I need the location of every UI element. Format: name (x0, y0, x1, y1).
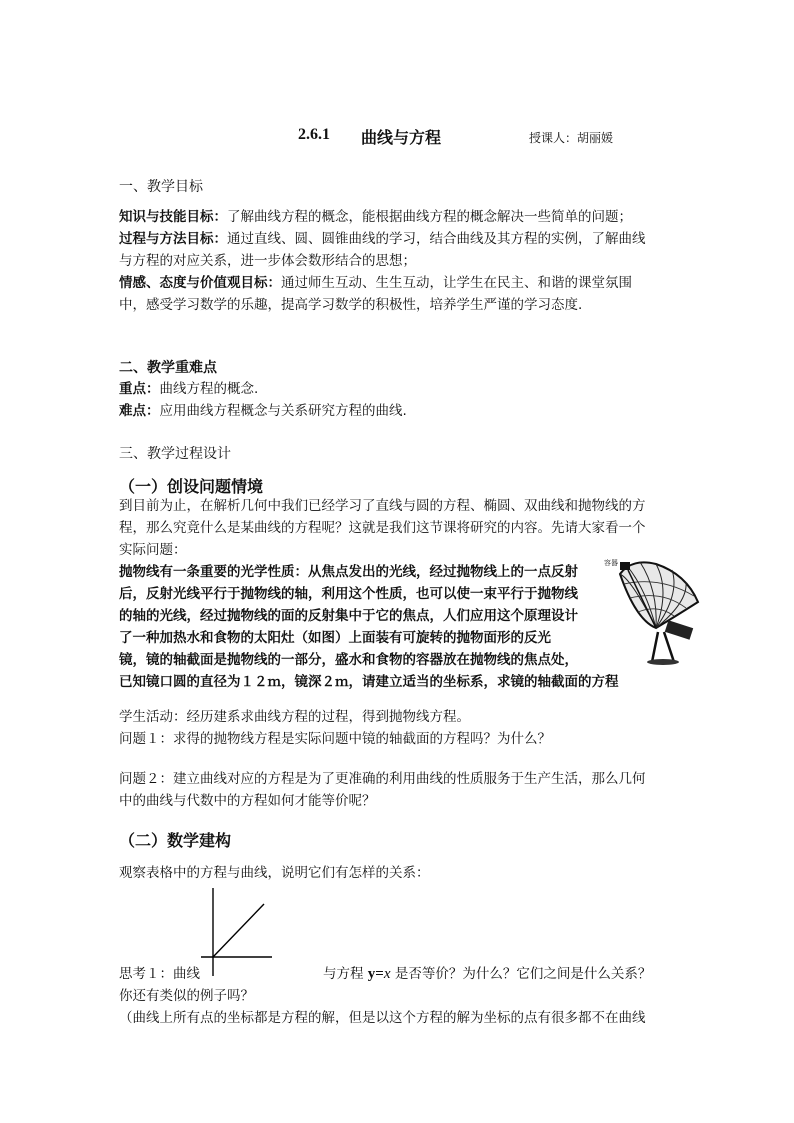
think1-mid: 与方程 (323, 966, 364, 982)
section-heading-keypoints: 二、教学重难点 (119, 360, 217, 376)
observe-instruction: 观察表格中的方程与曲线，说明它们有怎样的关系： (119, 865, 430, 881)
goal-attitude-text: 通过师生互动、生生互动，让学生在民主、和谐的课堂氛围 (281, 275, 632, 291)
answer-line-1: （曲线上所有点的坐标都是方程的解，但是以这个方程的解为坐标的点有很多都不在曲线 (119, 1010, 646, 1026)
equation-lhs: y= (367, 966, 384, 982)
think1-prefix: 思考１：曲线 (119, 966, 200, 982)
key-point (119, 378, 258, 400)
problem-line: 抛物线有一条重要的光学性质：从焦点发出的光线，经过抛物线上的一点反射 (119, 564, 578, 580)
difficult-point (119, 400, 407, 422)
equation-rhs: x (383, 966, 391, 982)
page-title: 曲线与方程 (361, 128, 442, 147)
think1-line2: 你还有类似的例子吗？ (119, 988, 254, 1004)
goal-process (119, 228, 646, 250)
intro-line-1: 到目前为止，在解析几何中我们已经学习了直线与圆的方程、椭圆、双曲线和抛物线的方 (119, 498, 646, 514)
think1-question (323, 963, 651, 985)
problem-line: 已知镜口圆的直径为１２ｍ，镜深２ｍ，请建立适当的坐标系，求镜的轴截面的方程 (119, 674, 619, 690)
problem-line: 了一种加热水和食物的太阳灶（如图）上面装有可旋转的抛物面形的反光 (119, 630, 551, 646)
goal-attitude-label: 情感、态度与价值观目标： (119, 275, 281, 291)
intro-line-2: 程，那么究竟什么是某曲线的方程呢？这就是我们这节课将研究的内容。先请大家看一个 (119, 520, 646, 536)
goal-knowledge-label: 知识与技能目标： (119, 209, 227, 225)
goal-knowledge (119, 206, 632, 228)
key-point-label: 重点： (119, 381, 160, 397)
goal-attitude-line2: 中，感受学习数学的乐趣，提高学习数学的积极性，培养学生严谨的学习态度. (119, 297, 583, 313)
goal-knowledge-text: 了解曲线方程的概念，能根据曲线方程的概念解决一些简单的问题； (227, 209, 632, 225)
goal-process-text: 通过直线、圆、圆锥曲线的学习，结合曲线及其方程的实例，了解曲线 (227, 231, 646, 247)
key-point-text: 曲线方程的概念. (159, 381, 259, 397)
student-activity: 学生活动：经历建系求曲线方程的过程，得到抛物线方程。 (119, 709, 470, 725)
think1-suffix: 是否等价？为什么？它们之间是什么关系？ (394, 966, 652, 982)
goal-attitude (119, 272, 632, 294)
difficult-point-text: 应用曲线方程概念与关系研究方程的曲线. (159, 403, 407, 419)
goal-process-line2: 与方程的对应关系，进一步体会数形结合的思想； (119, 253, 416, 269)
question-1: 问题１：求得的抛物线方程是实际问题中镜的轴截面的方程吗？为什么？ (119, 731, 551, 747)
subsection-scenario: （一）创设问题情境 (119, 477, 264, 496)
goal-process-label: 过程与方法目标： (119, 231, 227, 247)
problem-line: 后，反射光线平行于抛物线的轴，利用这个性质，也可以使一束平行于抛物线 (119, 586, 578, 602)
question-2-line2: 中的曲线与代数中的方程如何才能等价呢？ (119, 793, 376, 809)
section-number: 2.6.1 (298, 126, 330, 143)
subsection-construction: （二）数学建构 (119, 831, 232, 850)
problem-line: 的轴的光线，经过抛物线的面的反射集中于它的焦点，人们应用这个原理设计 (119, 608, 578, 624)
section-heading-process: 三、教学过程设计 (119, 446, 231, 462)
difficult-point-label: 难点： (119, 403, 160, 419)
curve-line (213, 904, 264, 957)
figure-label: 容器 (604, 559, 618, 567)
question-2: 问题２：建立曲线对应的方程是为了更准确的利用曲线的性质服务于生产生活，那么几何 (119, 771, 646, 787)
problem-line: 镜，镜的轴截面是抛物线的一部分，盛水和食物的容器放在抛物线的焦点处， (119, 652, 578, 668)
solar-cooker-icon (606, 558, 702, 666)
section-heading-goals: 一、教学目标 (119, 179, 203, 195)
intro-line-3: 实际问题： (119, 542, 187, 558)
solar-cooker-figure (606, 558, 702, 666)
teacher-name: 授课人：胡丽媛 (529, 131, 614, 145)
line-graph (200, 884, 300, 984)
